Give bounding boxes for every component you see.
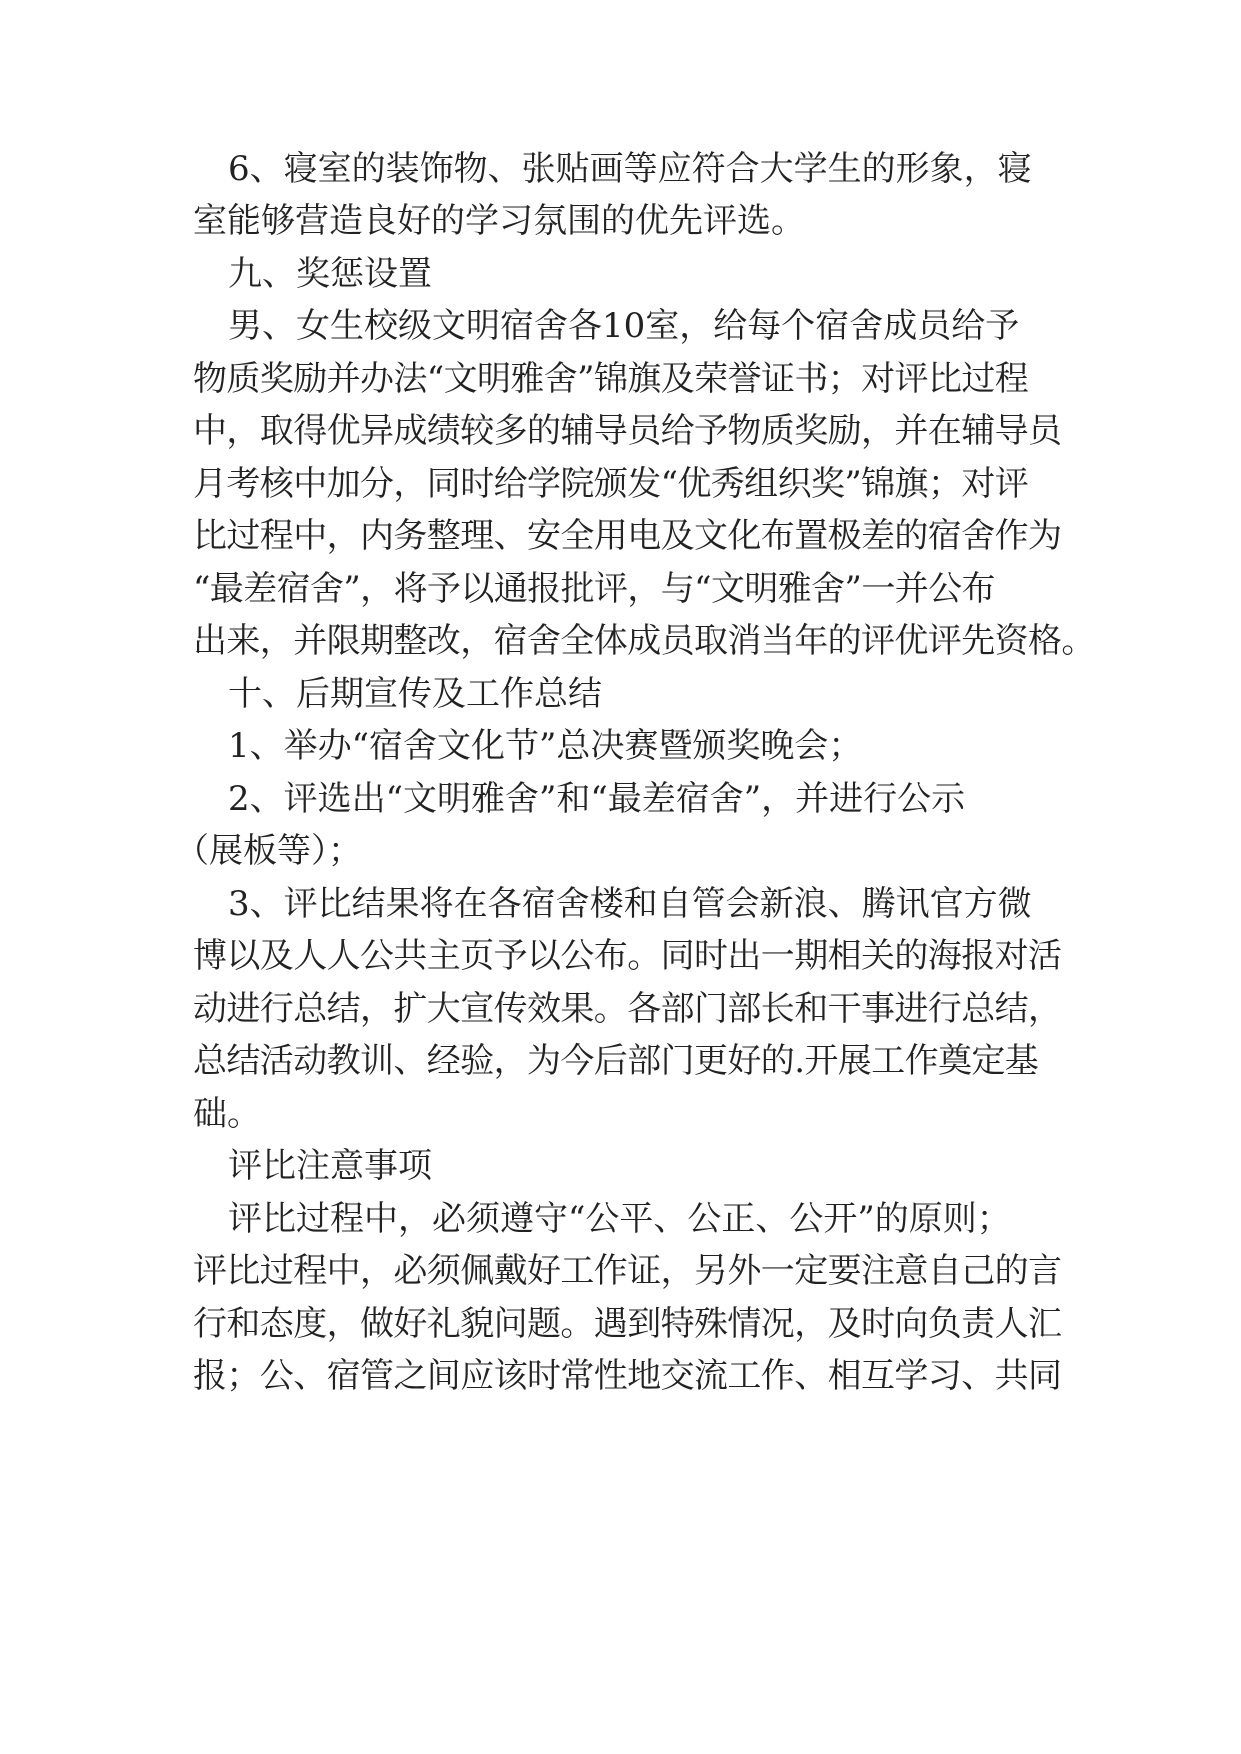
paragraph-line: “最差宿舍”，将予以通报批评，与“文明雅舍”一并公布: [193, 569, 995, 609]
paragraph-line: 动进行总结，扩大宣传效果。各部门部长和干事进行总结，: [193, 989, 1062, 1029]
section-heading: 十、后期宣传及工作总结: [228, 674, 602, 714]
paragraph-line: 评比过程中，必须佩戴好工作证，另外一定要注意自己的言: [193, 1251, 1062, 1291]
paragraph-line: 6、寝室的装饰物、张贴画等应符合大学生的形象，寝: [228, 149, 1032, 189]
paragraph-line: 博以及人人公共主页予以公布。同时出一期相关的海报对活: [193, 936, 1062, 976]
paragraph-line: 2、评选出“文明雅舍”和“最差宿舍”，并进行公示: [228, 779, 966, 819]
paragraph-line: 中，取得优异成绩较多的辅导员给予物质奖励，并在辅导员: [193, 411, 1062, 451]
section-heading: 评比注意事项: [228, 1146, 432, 1186]
paragraph-line: 3、评比结果将在各宿舍楼和自管会新浪、腾讯官方微: [228, 884, 1032, 924]
paragraph-line: 物质奖励并办法“文明雅舍”锦旗及荣誉证书；对评比过程: [193, 359, 1029, 399]
paragraph-line: 1、举办“宿舍文化节”总决赛暨颁奖晚会；: [228, 726, 863, 766]
paragraph-line: 比过程中，内务整理、安全用电及文化布置极差的宿舍作为: [193, 516, 1062, 556]
paragraph-line: 出来，并限期整改，宿舍全体成员取消当年的评优评先资格。: [193, 621, 1095, 661]
section-heading: 九、奖惩设置: [228, 254, 432, 294]
paragraph-line: 男、女生校级文明宿舍各10室，给每个宿舍成员给予: [228, 306, 1020, 346]
paragraph-line: 室能够营造良好的学习氛围的优先评选。: [193, 201, 805, 241]
paragraph-line: 评比过程中，必须遵守“公平、公正、公开”的原则；: [228, 1199, 1011, 1239]
paragraph-line: 报；公、宿管之间应该时常性地交流工作、相互学习、共同: [193, 1356, 1062, 1396]
paragraph-line: 总结活动教训、经验，为今后部门更好的.开展工作奠定基: [193, 1041, 1039, 1081]
paragraph-line: 础。: [193, 1094, 261, 1134]
paragraph-line: （展板等）；: [175, 831, 362, 871]
paragraph-line: 月考核中加分，同时给学院颁发“优秀组织奖”锦旗；对评: [193, 464, 1029, 504]
paragraph-line: 行和态度，做好礼貌问题。遇到特殊情况，及时向负责人汇: [193, 1304, 1062, 1344]
